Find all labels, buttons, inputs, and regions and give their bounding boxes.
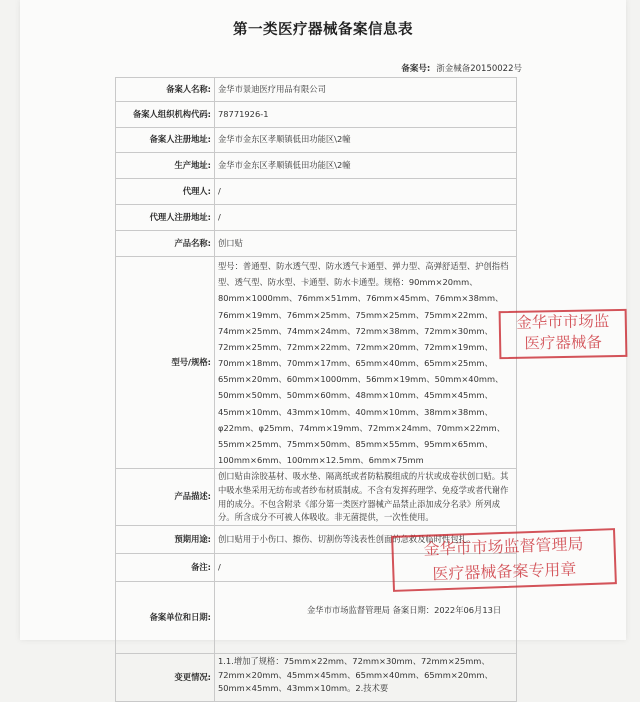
field-value: 创口贴由涂胶基材、吸水垫、隔离纸或者防粘膜组成的片状或成卷状创口贴。其中吸水垫采用无纺布或者纱布材质制成。不含有发挥药理学、免疫学或者代谢作用的成分。不包含附录《部分第一类医疗器械产品禁止添加成分名录》所列成分。所含成分不可被人体吸收。非无菌提供，一次性使用。 xyxy=(215,469,517,526)
seal-line: 医疗器械备 xyxy=(524,333,603,353)
field-label: 代理人注册地址: xyxy=(116,205,215,231)
table-row xyxy=(116,581,517,653)
table-row xyxy=(116,78,517,102)
field-value: 创口贴 xyxy=(215,231,517,257)
table-row xyxy=(116,653,517,701)
field-value: 创口贴用于小伤口、擦伤、切割伤等浅表性创面的急救及临时性包扎。 xyxy=(215,525,517,553)
seal-line: 医疗器械备案专用章 xyxy=(432,559,577,584)
field-label: 备案单位和日期: xyxy=(116,581,215,653)
field-label: 产品描述: xyxy=(116,469,215,526)
table-row xyxy=(116,128,517,153)
field-value: 金华市景迪医疗用品有限公司 xyxy=(215,78,517,102)
field-value: 78771926-1 xyxy=(215,102,517,128)
field-value: 型号：普通型、防水透气型、防水透气卡通型、弹力型、高弹舒适型、护创指档型、透气型、防水型、卡通型、防水卡通型。规格：90mm×20mm、80mm×1000mm、76mm×51mm、76mm×45mm、76mm×38mm、76mm×19mm、76mm×25mm、75mm×25mm、75mm×22mm、74mm×25mm、74mm×24mm、72mm×38mm、72mm×30mm、72mm×25mm、72mm×22mm、72mm×20mm、72mm×19mm、70mm×18mm、70mm×17mm、65mm×40mm、65mm×25mm、65mm×20mm、60mm×1000mm、56mm×19mm、50mm×40mm、50mm×50mm、50mm×60mm、48mm×10mm、45mm×45mm、45mm×10mm、43mm×10mm、40mm×10mm、38mm×38mm、φ22mm、φ25mm、74mm×19mm、72mm×24mm、70mm×22mm、55mm×25mm、75mm×50mm、85mm×55mm、95mm×65mm、100mm×6mm、100mm×12.5mm、6mm×75mm xyxy=(215,257,517,469)
field-label: 变更情况: xyxy=(116,653,215,701)
field-label: 备案人注册地址: xyxy=(116,128,215,153)
field-value: / xyxy=(215,179,517,205)
seal-line: 金华市市场监督管理局 xyxy=(423,534,584,559)
field-label: 备案人组织机构代码: xyxy=(116,102,215,128)
field-value: 1.1.增加了规格：75mm×22mm、72mm×30mm、72mm×25mm、72mm×20mm、45mm×45mm、65mm×40mm、65mm×20mm、50mm×45mm、43mm×10mm。2.技术要 xyxy=(215,653,517,701)
table-row xyxy=(116,153,517,179)
document-page xyxy=(20,0,626,694)
official-seal-right xyxy=(499,309,628,359)
field-value: 金华市金东区孝顺镇低田功能区\2幢 xyxy=(215,128,517,153)
record-number-value: 浙金械备20150022号 xyxy=(436,64,522,74)
table-row xyxy=(116,469,517,526)
field-value: / xyxy=(215,553,517,581)
table-row xyxy=(116,205,517,231)
field-label: 备案人名称: xyxy=(116,78,215,102)
field-value: 金华市市场监督管理局 备案日期：2022年06月13日 xyxy=(215,581,517,653)
table-row xyxy=(116,257,517,469)
seal-line: 金华市市场监 xyxy=(516,312,610,332)
field-value: 金华市金东区孝顺镇低田功能区\2幢 xyxy=(215,153,517,179)
registration-info-table xyxy=(115,77,517,702)
field-label: 型号/规格: xyxy=(116,257,215,469)
table-row xyxy=(116,231,517,257)
field-label: 备注: xyxy=(116,553,215,581)
table-row xyxy=(116,553,517,581)
field-label: 产品名称: xyxy=(116,231,215,257)
field-label: 代理人: xyxy=(116,179,215,205)
field-value: / xyxy=(215,205,517,231)
table-row xyxy=(116,179,517,205)
table-row xyxy=(116,102,517,128)
record-number xyxy=(401,62,522,74)
field-label: 预期用途: xyxy=(116,525,215,553)
table-row xyxy=(116,525,517,553)
document-title: 第一类医疗器械备案信息表 xyxy=(233,22,413,38)
record-number-label: 备案号: xyxy=(401,64,431,74)
field-label: 生产地址: xyxy=(116,153,215,179)
